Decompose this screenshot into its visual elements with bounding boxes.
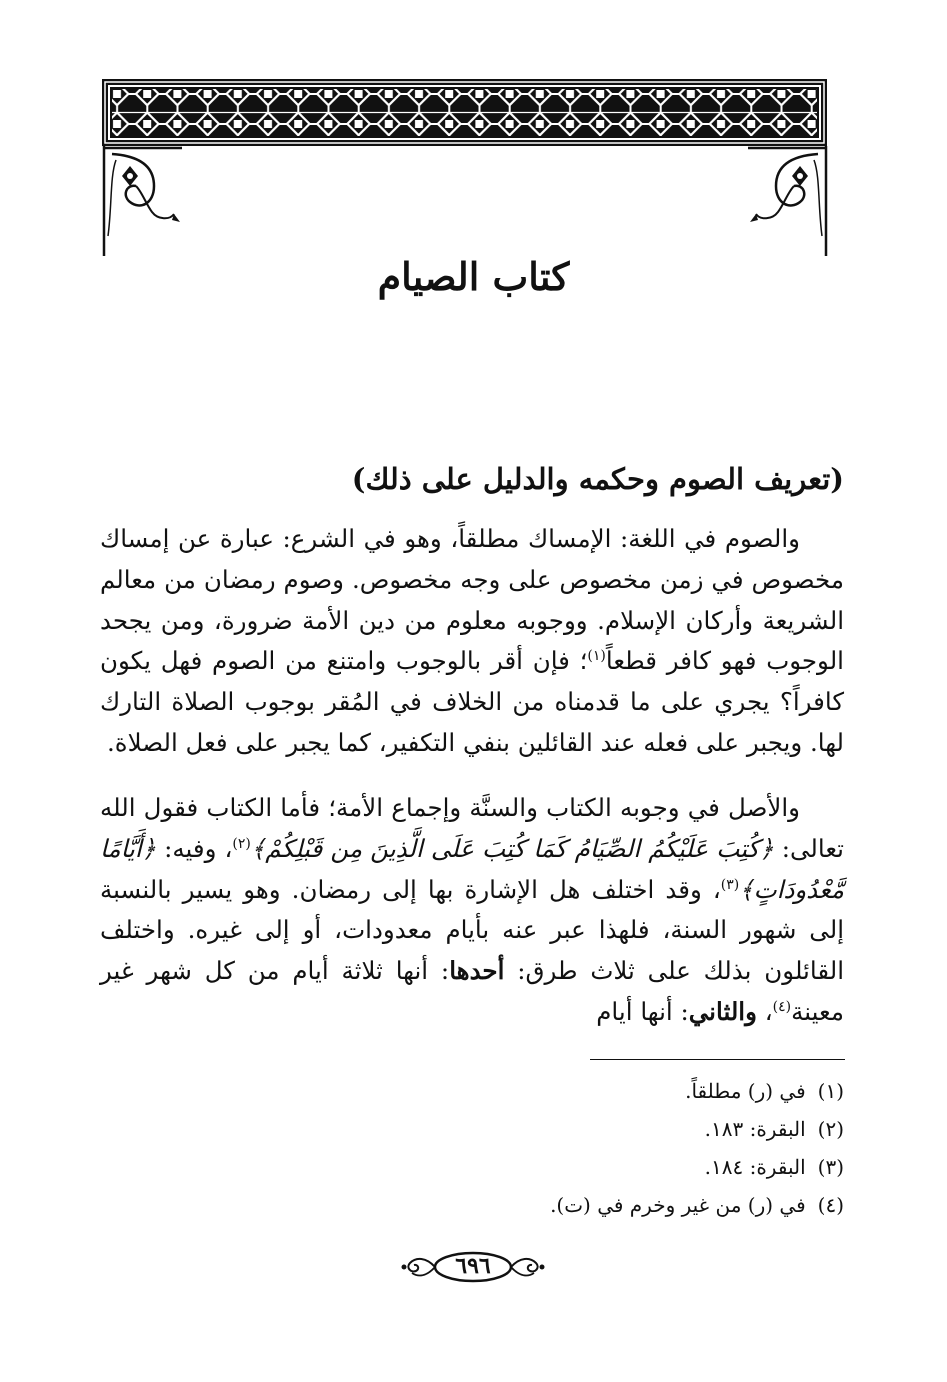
footnote-text: البقرة: ١٨٤. [704, 1155, 806, 1179]
paragraph-2-text-e: ، [756, 996, 773, 1026]
footnote-text: في (ر) مطلقاً. [685, 1079, 806, 1103]
footnote-ref-1: (١) [587, 648, 606, 665]
paragraph-2-text-c: ، وقد اختلف هل الإشارة بها إلى رمضان. وهو يسير بالنسبة إلى شهور السنة، فلهذا عبر عنه بأيام معدودات، أو إلى غيره. واختلف القائلون بذلك على ثلاث طرق: [100, 874, 844, 986]
chapter-title: كتاب الصيام [377, 254, 570, 299]
paragraph-1 [100, 519, 844, 764]
paragraph-2-text-b: ، وفيه: [156, 833, 233, 863]
footnote-ref-3: (٣) [720, 876, 740, 893]
paragraph-2-text-d: : أنها ثلاثة أيام من كل شهر غير معينة [100, 956, 844, 1026]
footnote-text: في (ر) من غير وخرم في (ت). [550, 1193, 806, 1217]
page-number: ٦٩٦ [455, 1253, 491, 1279]
footnote-number: (٣) [817, 1155, 844, 1179]
floral-corner-right-icon [748, 146, 828, 256]
footnote-4 [100, 1191, 844, 1219]
paragraph-1-text-a: والصوم في اللغة: الإمساك مطلقاً، وهو في الشرع: عبارة عن إمساك مخصوص في زمن مخصوص على وجه مخصوص. وصوم رمضان من معالم الشريعة وأركان الإسلام. ووجوبه معلوم من دين الأمة ضرورة، ومن يجحد الوجوب فهو كافر قطعاً [100, 524, 844, 676]
label-second: والثاني [688, 996, 757, 1026]
label-first: أحدها [449, 956, 505, 986]
quran-verse-1: ﴿كُتِبَ عَلَيْكُمُ الصِّيَامُ كَمَا كُتِبَ عَلَى الَّذِينَ مِن قَبْلِكُمْ﴾ [250, 833, 774, 863]
quran-verse-2: ﴿أَيَّامًا مَّعْدُودَاتٍ﴾ [100, 833, 844, 904]
footnote-text: البقرة: ١٨٣. [704, 1117, 806, 1141]
footnote-ref-4: (٤) [772, 998, 792, 1015]
section-heading: (تعريف الصوم وحكمه والدليل على ذلك) [351, 462, 844, 496]
page-number-frame [398, 1247, 548, 1287]
footnote-number: (١) [817, 1079, 844, 1103]
footnote-separator [590, 1059, 845, 1060]
floral-corner-left-icon [102, 146, 182, 256]
paragraph-2-text-a: والأصل في وجوبه الكتاب والسنَّة وإجماع الأمة؛ فأما الكتاب فقول الله تعالى: [100, 793, 844, 863]
footnote-ref-2: (٢) [232, 835, 251, 852]
footnote-1 [100, 1077, 844, 1105]
paragraph-1-text-b: ؛ فإن أقر بالوجوب وامتنع من الصوم فهل يكون كافراً؟ يجري على ما قدمناه من الخلاف في المُقر بوجوب الصلاة التارك لها. ويجبر على فعله عند القائلين بنفي التكفير، كما يجبر على فعل الصلاة. [100, 646, 844, 757]
paragraph-2 [100, 788, 844, 1033]
ornamental-border-icon [102, 79, 827, 146]
footnote-number: (٤) [817, 1193, 844, 1217]
footnote-2 [100, 1115, 844, 1143]
footnote-3 [100, 1153, 844, 1181]
paragraph-2-text-f: : أنها أيام [596, 996, 689, 1026]
footnote-number: (٢) [817, 1117, 844, 1141]
